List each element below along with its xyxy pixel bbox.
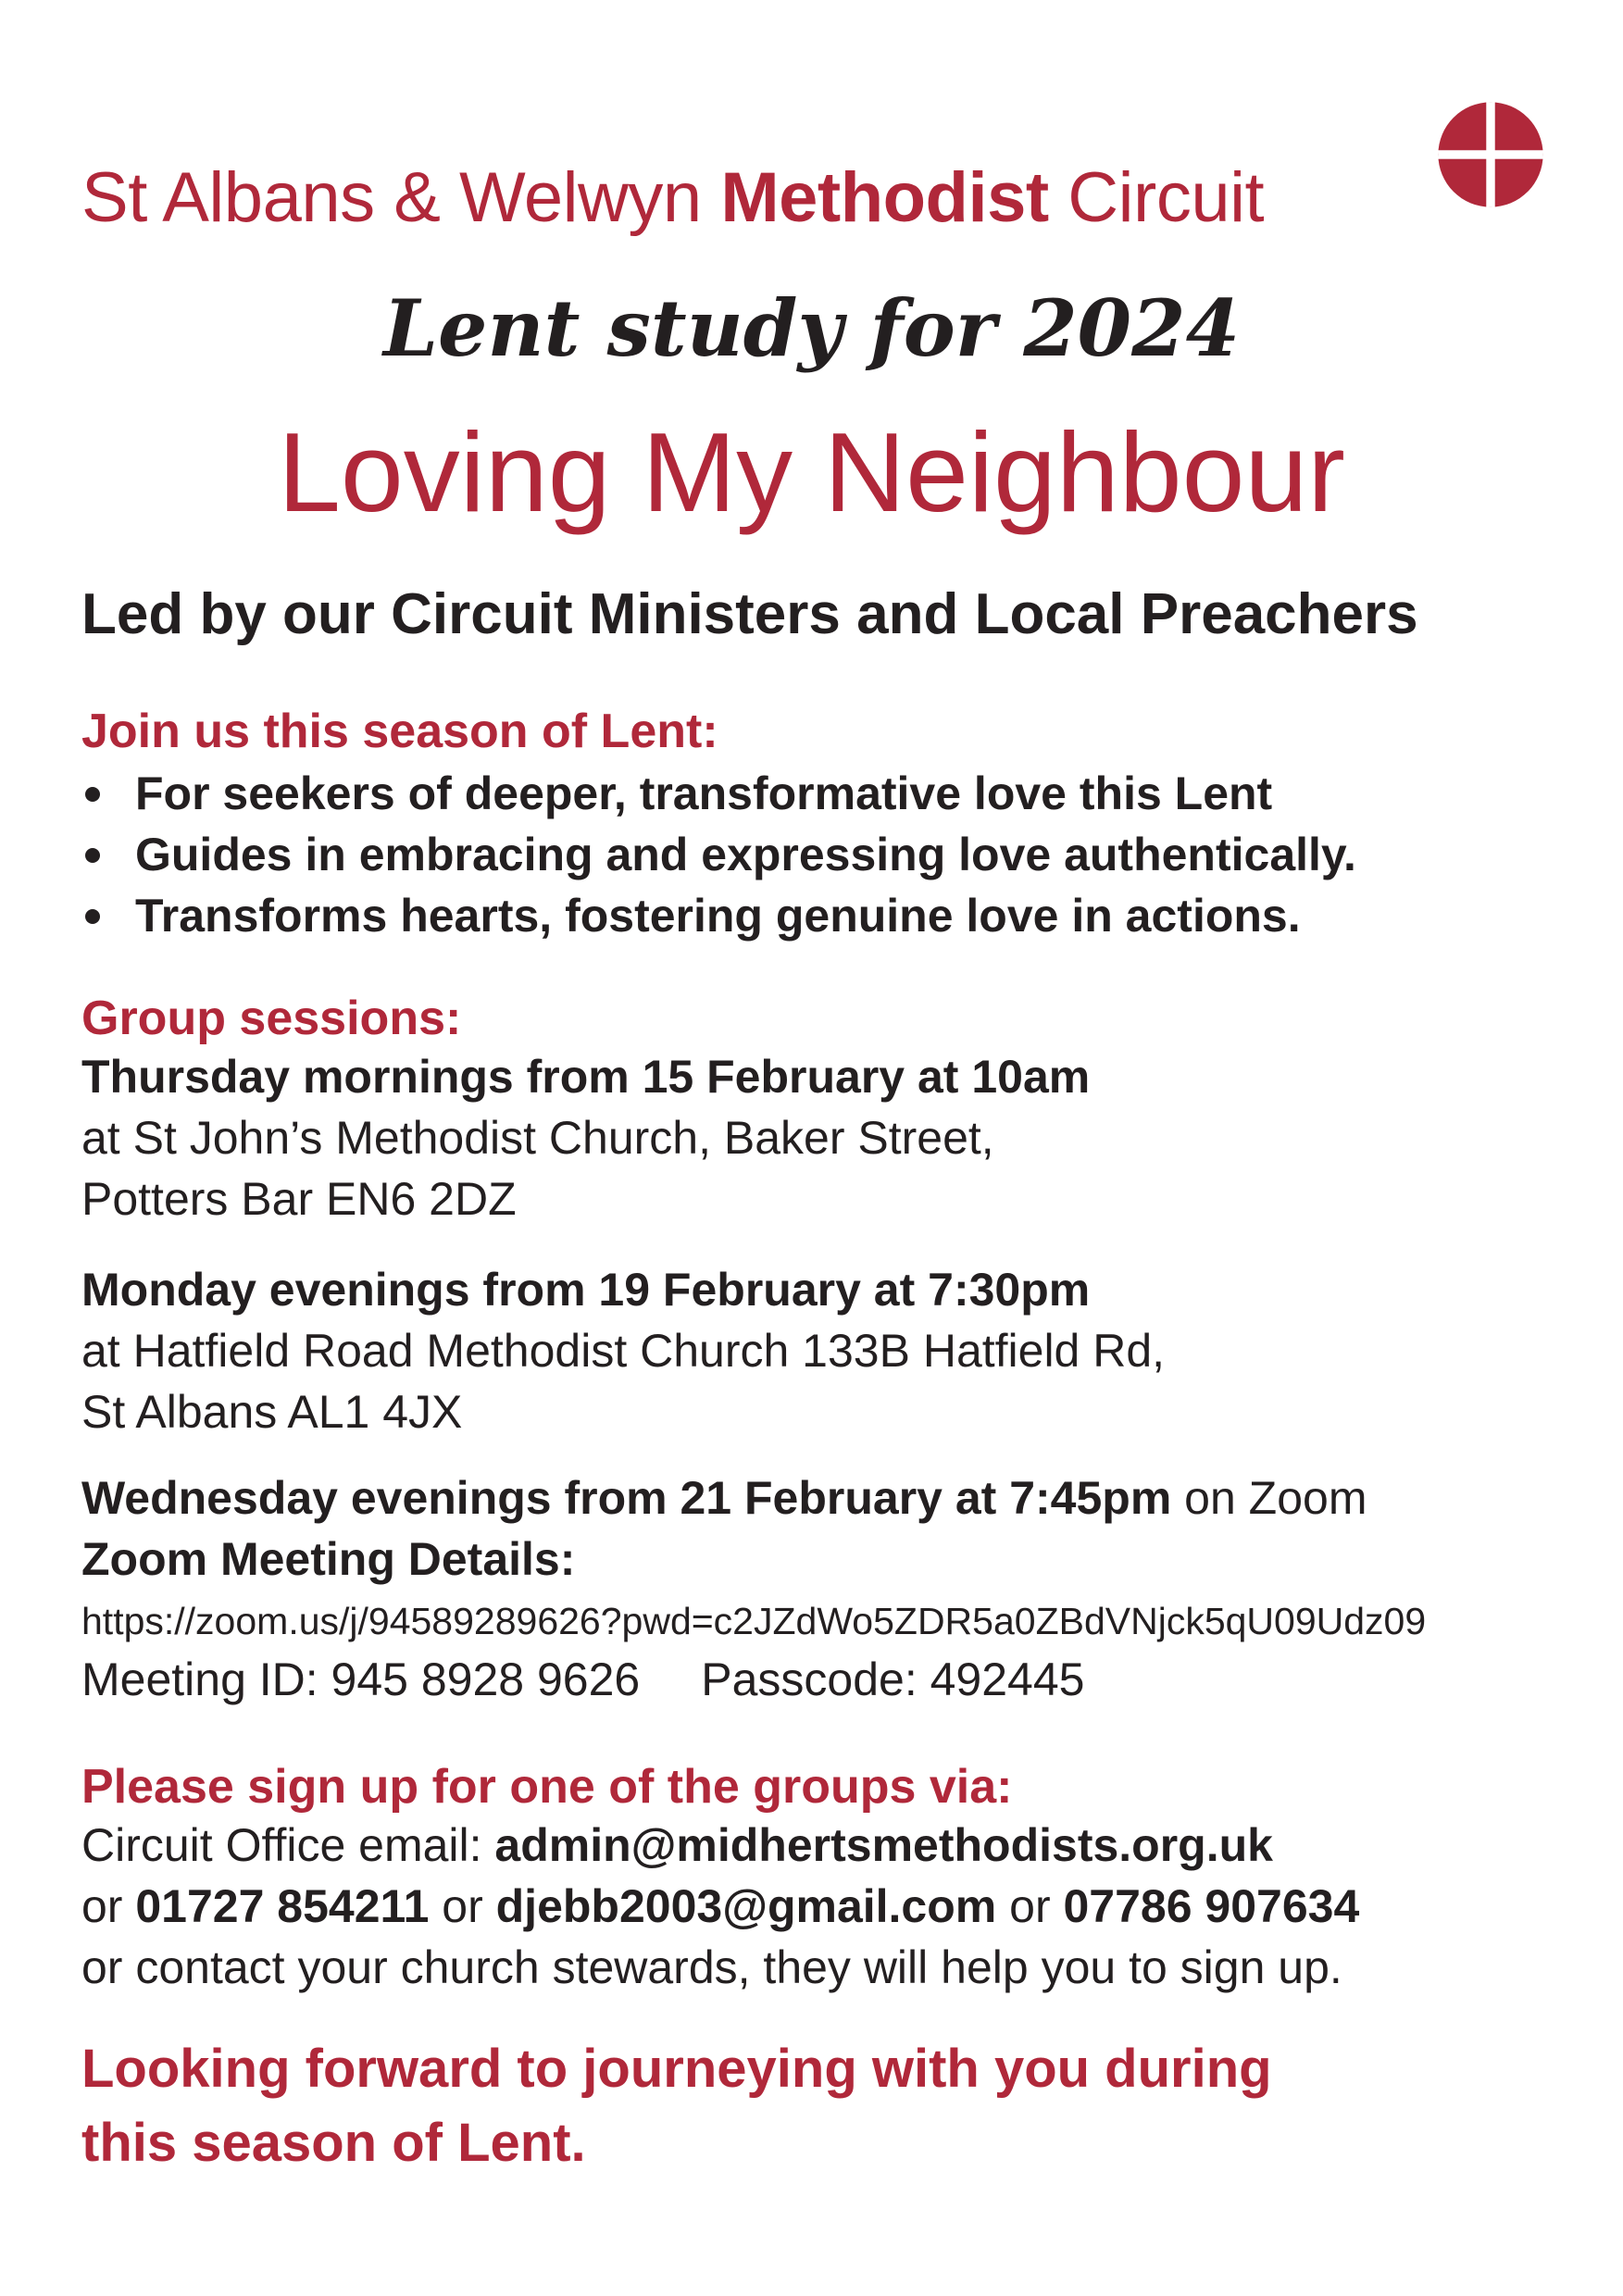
bullet-icon <box>85 909 100 924</box>
join-bullet-list <box>81 763 1356 946</box>
zoom-details-heading: Zoom Meeting Details: <box>81 1533 576 1585</box>
contact-email-link[interactable]: djebb2003@gmail.com <box>495 1880 997 1932</box>
signup-section <box>81 1759 1359 1998</box>
circuit-name-bold: Methodist <box>720 158 1049 237</box>
circuit-name-prefix: St Albans & Welwyn <box>81 158 721 237</box>
thursday-session-where-1: at St John’s Methodist Church, Baker Street, <box>81 1112 994 1164</box>
zoom-meeting-id: Meeting ID: 945 8928 9626 <box>81 1653 641 1705</box>
phone-1[interactable]: 01727 854211 <box>135 1880 430 1932</box>
or-text: or <box>81 1880 136 1932</box>
or-text: or <box>996 1880 1064 1932</box>
closing-line-1: Looking forward to journeying with you during <box>81 2039 1272 2099</box>
wednesday-session-where: on Zoom <box>1171 1472 1367 1524</box>
zoom-credentials <box>81 1649 1426 1710</box>
bullet-text: Transforms hearts, fostering genuine love in actions. <box>135 890 1301 942</box>
list-item <box>81 824 1356 885</box>
signup-office-line <box>81 1815 1359 1876</box>
led-by-line: Led by our Circuit Ministers and Local Preachers <box>81 582 1418 646</box>
zoom-passcode: Passcode: 492445 <box>701 1653 1085 1705</box>
phone-2[interactable]: 07786 907634 <box>1063 1880 1360 1932</box>
thursday-session-when: Thursday mornings from 15 February at 10am <box>81 1051 1091 1103</box>
page-title: Loving My Neighbour <box>278 409 1345 535</box>
join-section <box>81 704 1356 946</box>
list-item <box>81 885 1356 946</box>
group-sessions-heading: Group sessions: <box>81 992 462 1045</box>
bullet-icon <box>85 787 100 802</box>
monday-session-where-1: at Hatfield Road Methodist Church 133B Hatfield Rd, <box>81 1325 1166 1377</box>
closing-section <box>81 2032 1272 2180</box>
bullet-text: For seekers of deeper, transformative love this Lent <box>135 767 1273 819</box>
signup-contacts-line <box>81 1876 1359 1937</box>
circuit-name-suffix: Circuit <box>1048 158 1265 237</box>
bullet-text: Guides in embracing and expressing love authentically. <box>135 829 1356 880</box>
thursday-session-where-2: Potters Bar EN6 2DZ <box>81 1173 517 1225</box>
wednesday-session-line <box>81 1467 1426 1529</box>
or-text: or <box>429 1880 496 1932</box>
bullet-icon <box>85 848 100 863</box>
monday-session <box>81 1259 1165 1442</box>
join-heading: Join us this season of Lent: <box>81 705 718 758</box>
stewards-line: or contact your church stewards, they will help you to sign up. <box>81 1941 1342 1993</box>
circuit-name <box>81 157 1264 238</box>
zoom-link[interactable]: https://zoom.us/j/94589289626?pwd=c2JZdWo5ZDR5a0ZBdVNjck5qU09Udz09 <box>81 1600 1427 1642</box>
group-sessions-section <box>81 991 1090 1229</box>
lent-study-subtitle: Lent study for 2024 <box>382 282 1241 374</box>
monday-session-when: Monday evenings from 19 February at 7:30pm <box>81 1264 1091 1316</box>
office-email-label: Circuit Office email: <box>81 1819 495 1871</box>
list-item <box>81 763 1356 824</box>
methodist-cross-logo-icon <box>1436 100 1545 209</box>
wednesday-session-when: Wednesday evenings from 21 February at 7:45pm <box>81 1472 1172 1524</box>
signup-heading: Please sign up for one of the groups via: <box>81 1760 1013 1814</box>
office-email-link[interactable]: admin@midhertsmethodists.org.uk <box>494 1819 1273 1871</box>
closing-line-2: this season of Lent. <box>81 2113 586 2173</box>
wednesday-session <box>81 1467 1426 1710</box>
monday-session-where-2: St Albans AL1 4JX <box>81 1386 463 1438</box>
